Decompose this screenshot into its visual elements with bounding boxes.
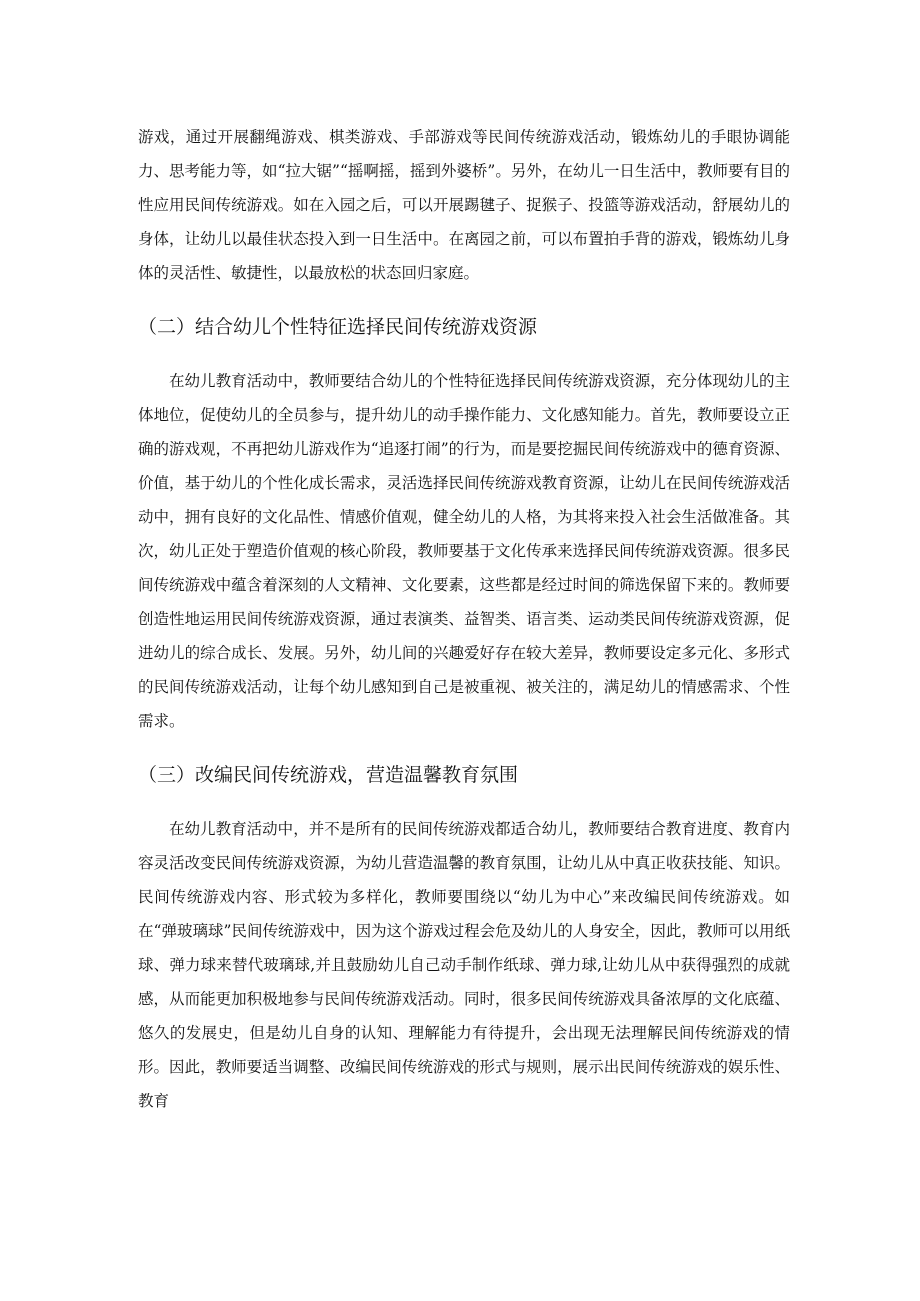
body-paragraph-section-3: 在幼儿教育活动中，并不是所有的民间传统游戏都适合幼儿，教师要结合教育进度、教育内容灵活改变民间传统游戏资源，为幼儿营造温馨的教育氛围，让幼儿从中真正收获技能、知识。民间传统游戏内容、形式较为多样化，教师要围绕以“幼儿为中心”来改编民间传统游戏。如在“弹玻璃球”民间传统游戏中，因为这个游戏过程会危及幼儿的人身安全，因此，教师可以用纸球、弹力球来替代玻璃球,并且鼓励幼儿自己动手制作纸球、弹力球,让幼儿从中获得强烈的成就感，从而能更加积极地参与民间传统游戏活动。同时，很多民间传统游戏具备浓厚的文化底蕴、悠久的发展史，但是幼儿自身的认知、理解能力有待提升，会出现无法理解民间传统游戏的情形。因此，教师要适当调整、改编民间传统游戏的形式与规则，展示出民间传统游戏的娱乐性、教育 [138, 820, 790, 1110]
body-paragraph-continued: 游戏，通过开展翻绳游戏、棋类游戏、手部游戏等民间传统游戏活动，锻炼幼儿的手眼协调能力、思考能力等，如“拉大锯”“摇啊摇，摇到外婆桥”。另外，在幼儿一日生活中，教师要有目的性应用民间传统游戏。如在入园之后，可以开展踢毽子、捉猴子、投篮等游戏活动，舒展幼儿的身体，让幼儿以最佳状态投入到一日生活中。在离园之前，可以布置拍手背的游戏，锻炼幼儿身体的灵活性、敏捷性，以最放松的状态回归家庭。 [138, 128, 790, 282]
section-heading-2: （二）结合幼儿个性特征选择民间传统游戏资源 [138, 316, 538, 338]
section-heading-3: （三）改编民间传统游戏，营造温馨教育氛围 [138, 764, 519, 786]
body-paragraph-section-2: 在幼儿教育活动中，教师要结合幼儿的个性特征选择民间传统游戏资源，充分体现幼儿的主体地位，促使幼儿的全员参与，提升幼儿的动手操作能力、文化感知能力。首先，教师要设立正确的游戏观，不再把幼儿游戏作为“追逐打闹”的行为，而是要挖掘民间传统游戏中的德育资源、价值，基于幼儿的个性化成长需求，灵活选择民间传统游戏教育资源，让幼儿在民间传统游戏活动中，拥有良好的文化品性、情感价值观，健全幼儿的人格，为其将来投入社会生活做准备。其次，幼儿正处于塑造价值观的核心阶段，教师要基于文化传承来选择民间传统游戏资源。很多民间传统游戏中蕴含着深刻的人文精神、文化要素，这些都是经过时间的筛选保留下来的。教师要创造性地运用民间传统游戏资源，通过表演类、益智类、语言类、运动类民间传统游戏资源，促进幼儿的综合成长、发展。另外，幼儿间的兴趣爱好存在较大差异，教师要设定多元化、多形式的民间传统游戏活动，让每个幼儿感知到自己是被重视、被关注的，满足幼儿的情感需求、个性需求。 [138, 372, 790, 730]
document-page [138, 120, 790, 1118]
